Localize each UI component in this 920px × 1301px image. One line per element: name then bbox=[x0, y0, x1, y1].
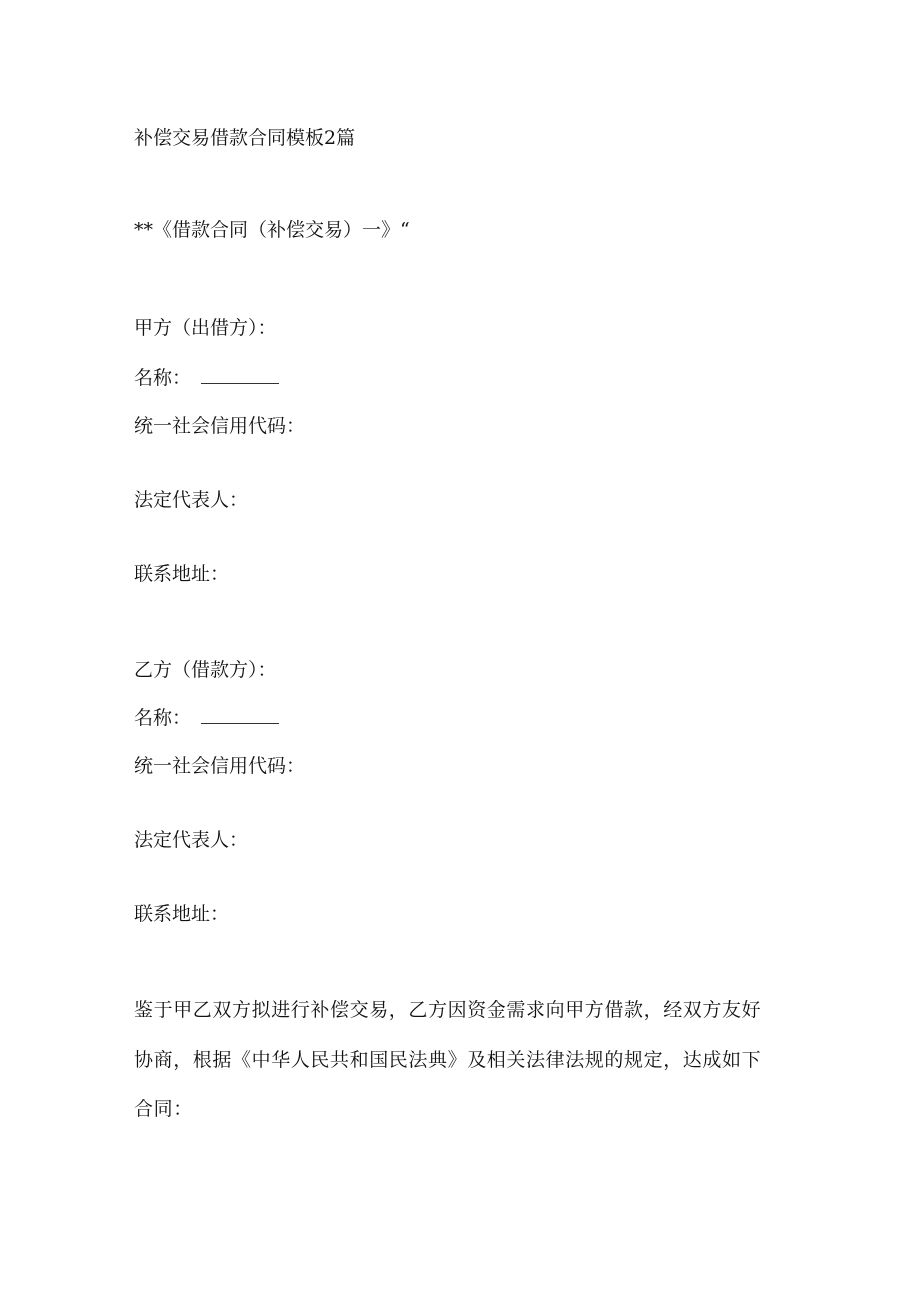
party-b-name-row bbox=[134, 706, 279, 730]
party-a-address-label: 联系地址： bbox=[134, 563, 230, 585]
party-b-address-label: 联系地址： bbox=[134, 903, 230, 925]
party-b-credit-code-label: 统一社会信用代码： bbox=[134, 755, 306, 777]
preamble-line: 合同： bbox=[134, 1098, 193, 1120]
party-b-name-label: 名称： bbox=[134, 707, 192, 729]
party-b-name-blank bbox=[201, 707, 279, 724]
party-b-legal-rep-label: 法定代表人： bbox=[134, 829, 249, 851]
contract-subtitle: **《借款合同（补偿交易）一》“ bbox=[134, 219, 410, 241]
party-a-name-label: 名称： bbox=[134, 367, 192, 389]
party-a-heading: 甲方（出借方）： bbox=[134, 317, 277, 339]
preamble-line: 协商，根据《中华人民共和国民法典》及相关法律法规的规定，达成如下 bbox=[134, 1049, 762, 1071]
party-a-name-row bbox=[134, 366, 279, 390]
party-a-credit-code-label: 统一社会信用代码： bbox=[134, 415, 306, 437]
party-a-legal-rep-label: 法定代表人： bbox=[134, 489, 249, 511]
preamble-line: 鉴于甲乙双方拟进行补偿交易，乙方因资金需求向甲方借款，经双方友好 bbox=[134, 999, 762, 1021]
document-title: 补偿交易借款合同模板2篇 bbox=[134, 127, 356, 149]
party-b-heading: 乙方（借款方）： bbox=[134, 659, 277, 681]
party-a-name-blank bbox=[201, 367, 279, 384]
